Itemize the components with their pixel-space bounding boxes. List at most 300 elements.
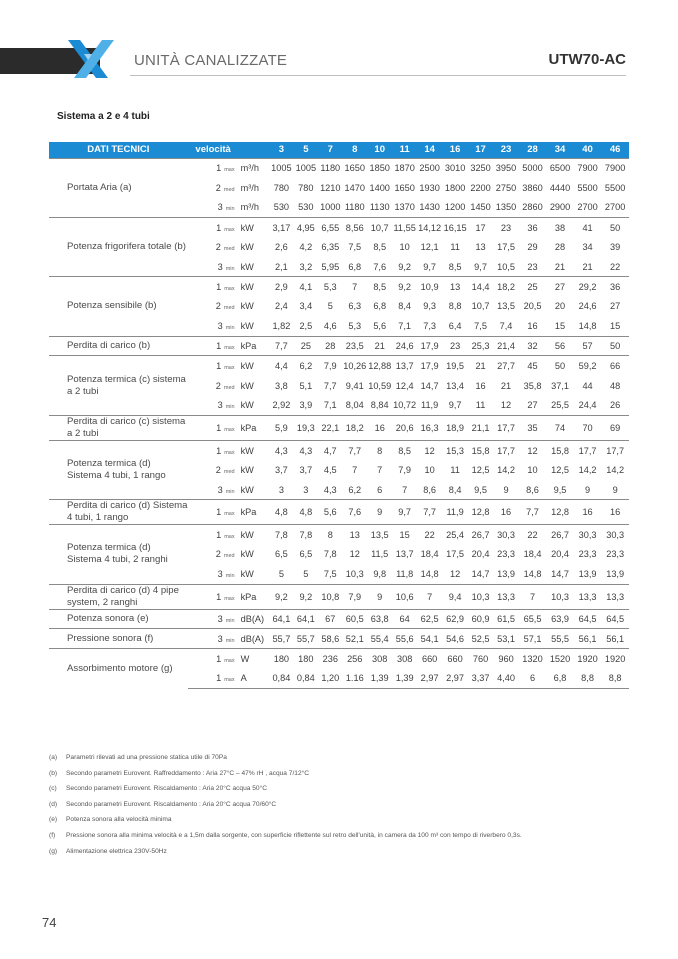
value-cell: 12,8 <box>468 500 493 525</box>
speed-number: 1 <box>216 507 222 518</box>
value-cell: 7900 <box>574 158 602 178</box>
value-cell: 4,95 <box>294 217 318 237</box>
value-cell: 2,1 <box>274 261 288 272</box>
value-cell: 1,39 <box>367 669 392 689</box>
value-cell: 8,04 <box>345 400 364 411</box>
value-cell: 13,3 <box>493 584 518 609</box>
value-cell: 1920 <box>601 649 629 669</box>
unit-cell: W <box>239 649 270 669</box>
value-cell: 660 <box>442 649 467 669</box>
value-cell: 14,8 <box>578 321 597 332</box>
value-cell: 308 <box>367 649 392 669</box>
col-header: 3 <box>278 144 285 156</box>
value-cell: 18,2 <box>493 277 518 297</box>
value-cell: 1470 <box>344 182 365 193</box>
value-cell: 7 <box>519 584 547 609</box>
value-cell: 1.16 <box>343 669 367 689</box>
value-cell: 4,6 <box>323 321 337 332</box>
speed-level <box>188 649 239 669</box>
value-cell: 4,3 <box>323 484 337 495</box>
parameter-label: Potenza sonora (e) <box>49 609 188 629</box>
value-cell: 21 <box>582 261 593 272</box>
value-cell: 10,3 <box>468 584 493 609</box>
speed-level <box>188 480 239 500</box>
speed-number: 1 <box>216 222 222 233</box>
col-header: 46 <box>609 144 621 156</box>
value-cell: 256 <box>343 649 367 669</box>
value-cell: 28 <box>318 336 342 356</box>
value-cell: 8,4 <box>398 301 412 312</box>
value-cell: 6,8 <box>373 301 387 312</box>
value-cell: 1130 <box>369 202 390 213</box>
value-cell: 12 <box>349 549 360 560</box>
value-cell: 13,3 <box>574 584 602 609</box>
table-row <box>49 356 629 376</box>
value-cell: 0,84 <box>294 669 318 689</box>
speed-suffix: max <box>224 533 235 540</box>
value-cell: 180 <box>269 649 293 669</box>
table-row <box>49 629 629 649</box>
value-cell: 7900 <box>601 158 629 178</box>
footnote <box>49 766 629 782</box>
value-cell: 5,6 <box>373 321 387 332</box>
value-cell: 7 <box>417 584 442 609</box>
value-cell: 13,5 <box>497 301 515 312</box>
col-header: 34 <box>554 144 566 156</box>
parameter-label: Perdita di carico (d) 4 pipe system, 2 ranghi <box>49 584 188 609</box>
value-cell: 1,82 <box>272 321 291 332</box>
footnote <box>49 797 629 813</box>
unit-cell: kPa <box>239 336 270 356</box>
value-cell: 3,9 <box>299 400 313 411</box>
value-cell: 3,7 <box>299 465 313 476</box>
parameter-label: Potenza termica (d) Sistema 4 tubi, 2 ranghi <box>49 525 188 584</box>
value-cell: 20,4 <box>471 549 490 560</box>
value-cell: 17 <box>468 217 493 237</box>
value-cell: 45 <box>519 356 547 376</box>
footnote-key: (g) <box>49 847 58 855</box>
value-cell: 6,35 <box>321 242 340 253</box>
speed-number: 1 <box>216 361 222 372</box>
value-cell: 14,4 <box>468 277 493 297</box>
speed-suffix: max <box>224 595 235 602</box>
value-cell: 8,5 <box>367 277 392 297</box>
value-cell: 36 <box>601 277 629 297</box>
value-cell: 16 <box>475 380 486 391</box>
value-cell: 2860 <box>522 202 543 213</box>
value-cell: 23,5 <box>343 336 367 356</box>
value-cell: 22,1 <box>318 415 342 440</box>
value-cell: 3,4 <box>299 301 313 312</box>
value-cell: 6 <box>377 484 383 495</box>
value-cell: 9,7 <box>474 261 487 272</box>
value-cell: 1430 <box>419 202 440 213</box>
value-cell: 2200 <box>470 182 491 193</box>
value-cell: 63,8 <box>367 609 392 629</box>
speed-level <box>188 396 239 416</box>
value-cell: 7,9 <box>398 465 412 476</box>
value-cell: 13 <box>442 277 467 297</box>
value-cell: 16 <box>493 500 518 525</box>
value-cell: 11 <box>450 242 460 253</box>
value-cell: 29 <box>527 242 538 253</box>
value-cell: 1180 <box>318 158 342 178</box>
value-cell: 1000 <box>320 202 341 213</box>
value-cell: 236 <box>318 649 342 669</box>
speed-suffix: min <box>225 637 235 644</box>
value-cell: 8,4 <box>448 484 462 495</box>
value-cell: 10,8 <box>318 584 342 609</box>
value-cell: 3,7 <box>274 465 288 476</box>
value-cell: 56,1 <box>601 629 629 649</box>
speed-level <box>188 500 239 525</box>
parameter-label: Perdita di carico (c) sistema a 2 tubi <box>49 415 188 440</box>
value-cell: 6,2 <box>294 356 318 376</box>
value-cell: 760 <box>468 649 493 669</box>
value-cell: 23 <box>527 261 538 272</box>
value-cell: 15 <box>610 321 621 332</box>
value-cell: 9,2 <box>392 277 416 297</box>
unit-cell: kW <box>240 242 254 253</box>
speed-level <box>188 669 239 689</box>
value-cell: 18,9 <box>442 415 467 440</box>
value-cell: 50 <box>546 356 574 376</box>
col-header: 10 <box>374 144 385 156</box>
speed-level <box>188 460 239 480</box>
value-cell: 1870 <box>392 158 416 178</box>
value-cell: 2,97 <box>417 669 442 689</box>
speed-number: 1 <box>216 341 222 352</box>
value-cell: 2750 <box>495 182 517 193</box>
value-cell: 26,7 <box>468 525 493 545</box>
value-cell: 58,6 <box>318 629 342 649</box>
value-cell: 14,8 <box>420 568 439 579</box>
value-cell: 16 <box>527 321 538 332</box>
value-cell: 9,8 <box>373 568 387 579</box>
speed-suffix: max <box>224 345 235 352</box>
col-header: 40 <box>582 144 593 156</box>
value-cell: 17,9 <box>417 336 442 356</box>
category-title: UNITÀ CANALIZZATE <box>134 52 288 69</box>
speed-level <box>188 297 239 317</box>
speed-level <box>188 564 239 584</box>
value-cell: 24,4 <box>578 400 597 411</box>
value-cell: 21 <box>468 356 493 376</box>
value-cell: 53,1 <box>493 629 518 649</box>
value-cell: 780 <box>298 182 314 193</box>
unit-cell: kW <box>240 380 254 391</box>
speed-number: 1 <box>216 591 222 602</box>
value-cell: 66 <box>601 356 629 376</box>
value-cell: 1800 <box>444 182 466 193</box>
value-cell: 56 <box>546 336 574 356</box>
value-cell: 11,9 <box>421 400 439 411</box>
value-cell: 12,4 <box>395 380 414 391</box>
value-cell: 4,8 <box>294 500 318 525</box>
value-cell: 15 <box>554 321 566 332</box>
value-cell: 9,7 <box>448 400 462 411</box>
value-cell: 55,7 <box>269 629 293 649</box>
col-header: 7 <box>327 144 333 156</box>
footnote-text: Secondo parametri Eurovent. Raffreddamento : Aria 27°C – 47% rH , acqua 7/12°C <box>66 769 310 777</box>
value-cell: 12 <box>417 440 442 460</box>
value-cell: 5 <box>327 301 333 312</box>
value-cell: 21 <box>554 261 566 272</box>
value-cell: 13 <box>475 242 486 253</box>
value-cell: 12,5 <box>551 465 569 476</box>
speed-level <box>188 336 239 356</box>
value-cell: 9,5 <box>474 484 487 495</box>
value-cell: 8 <box>318 525 342 545</box>
parameter-label: Perdita di carico (d) Sistema 4 tubi, 1 rango <box>49 500 188 525</box>
speed-number: 1 <box>216 445 222 456</box>
unit-cell: kPa <box>239 415 270 440</box>
speed-suffix: med <box>223 186 235 193</box>
value-cell: 3010 <box>442 158 467 178</box>
value-cell: 37,1 <box>551 380 569 391</box>
col-header: 23 <box>500 144 512 156</box>
model-name: UTW70-AC <box>548 51 626 68</box>
value-cell: 15,8 <box>468 440 493 460</box>
value-cell: 2,6 <box>274 242 288 253</box>
unit-cell: kW <box>239 525 270 545</box>
value-cell: 55,4 <box>367 629 392 649</box>
value-cell: 1320 <box>519 649 547 669</box>
value-cell: 5,6 <box>318 500 342 525</box>
value-cell: 10,59 <box>368 380 392 391</box>
value-cell: 2,5 <box>299 321 313 332</box>
value-cell: 60,9 <box>468 609 493 629</box>
speed-suffix: max <box>224 511 235 518</box>
value-cell: 9,3 <box>423 301 437 312</box>
value-cell: 1650 <box>394 182 415 193</box>
speed-level <box>188 277 239 297</box>
unit-cell: A <box>239 669 270 689</box>
value-cell: 25 <box>294 336 318 356</box>
speed-suffix: max <box>224 449 235 456</box>
value-cell: 3,8 <box>274 380 288 391</box>
value-cell: 7,9 <box>343 584 367 609</box>
value-cell: 9 <box>367 584 392 609</box>
value-cell: 7,3 <box>423 321 437 332</box>
value-cell: 13,3 <box>601 584 629 609</box>
value-cell: 24,6 <box>392 336 416 356</box>
value-cell: 3,17 <box>269 217 293 237</box>
value-cell: 10,6 <box>392 584 416 609</box>
value-cell: 59,2 <box>574 356 602 376</box>
value-cell: 9,2 <box>269 584 293 609</box>
value-cell: 10,7 <box>471 301 490 312</box>
footnotes <box>49 750 629 859</box>
value-cell: 5 <box>303 568 309 579</box>
value-cell: 39 <box>610 242 621 253</box>
speed-level <box>188 316 239 336</box>
value-cell: 780 <box>273 182 290 193</box>
value-cell: 5,9 <box>269 415 293 440</box>
value-cell: 1400 <box>369 182 390 193</box>
value-cell: 2,4 <box>274 301 288 312</box>
value-cell: 8,6 <box>423 484 437 495</box>
speed-number: 2 <box>215 465 221 476</box>
speed-number: 3 <box>217 484 223 495</box>
parameter-label: Perdita di carico (b) <box>49 336 188 356</box>
parameter-label: Potenza termica (c) sistema a 2 tubi <box>49 356 188 415</box>
speed-number: 3 <box>217 321 223 332</box>
value-cell: 57 <box>574 336 602 356</box>
value-cell: 64,5 <box>601 609 629 629</box>
value-cell: 21 <box>367 336 392 356</box>
speed-suffix: min <box>225 488 235 495</box>
value-cell: 180 <box>294 649 318 669</box>
speed-suffix: med <box>223 469 235 476</box>
value-cell: 30,3 <box>574 525 602 545</box>
value-cell: 17,5 <box>446 549 465 560</box>
value-cell: 23 <box>442 336 467 356</box>
value-cell: 7,7 <box>519 500 547 525</box>
col-header: 8 <box>352 144 358 156</box>
unit-cell: m³/h <box>240 182 259 193</box>
table-row <box>49 415 629 440</box>
speed-number: 2 <box>215 380 221 391</box>
value-cell: 35,8 <box>523 380 542 391</box>
value-cell: 23,3 <box>606 549 625 560</box>
speed-number: 2 <box>215 301 221 312</box>
value-cell: 7,9 <box>318 356 342 376</box>
speed-number: 3 <box>217 400 223 411</box>
speed-suffix: max <box>224 677 235 684</box>
value-cell: 5,95 <box>321 261 340 272</box>
speed-suffix: max <box>224 285 235 292</box>
unit-cell: m³/h <box>240 202 259 213</box>
value-cell: 52,5 <box>468 629 493 649</box>
speed-suffix: min <box>225 404 235 411</box>
tech-data-table <box>49 142 629 689</box>
value-cell: 12,1 <box>420 242 439 253</box>
footnote-key: (d) <box>49 800 58 808</box>
table-row <box>49 584 629 609</box>
value-cell: 10,7 <box>367 217 392 237</box>
value-cell: 7,1 <box>398 321 412 332</box>
value-cell: 34 <box>582 242 593 253</box>
speed-suffix: max <box>224 226 235 233</box>
value-cell: 3 <box>278 484 284 495</box>
parameter-label: Pressione sonora (f) <box>49 629 188 649</box>
value-cell: 2,9 <box>269 277 293 297</box>
value-cell: 1520 <box>546 649 574 669</box>
value-cell: 15 <box>392 525 416 545</box>
value-cell: 22 <box>610 261 621 272</box>
value-cell: 15,8 <box>546 440 574 460</box>
speed-level <box>188 629 239 649</box>
value-cell: 4,3 <box>269 440 293 460</box>
value-cell: 6500 <box>546 158 574 178</box>
value-cell: 23 <box>493 217 518 237</box>
value-cell: 74 <box>546 415 574 440</box>
table-row <box>49 649 629 669</box>
table-row <box>49 500 629 525</box>
speed-level <box>188 217 239 237</box>
value-cell: 20,6 <box>392 415 416 440</box>
value-cell: 1920 <box>574 649 602 669</box>
value-cell: 57,1 <box>519 629 547 649</box>
value-cell: 5500 <box>577 182 598 193</box>
unit-cell: m³/h <box>239 158 270 178</box>
value-cell: 1005 <box>269 158 293 178</box>
speed-number: 1 <box>216 163 222 174</box>
value-cell: 3950 <box>493 158 518 178</box>
footnote-key: (b) <box>49 769 58 777</box>
value-cell: 3 <box>303 484 309 495</box>
value-cell: 7 <box>402 484 408 495</box>
value-cell: 6 <box>519 669 547 689</box>
speed-suffix: min <box>225 265 235 272</box>
value-cell: 18,2 <box>343 415 367 440</box>
value-cell: 25,4 <box>442 525 467 545</box>
value-cell: 6,5 <box>299 549 313 560</box>
unit-cell: kW <box>240 261 254 272</box>
value-cell: 54,1 <box>417 629 442 649</box>
footnote-key: (c) <box>49 785 57 793</box>
page-header <box>0 38 678 84</box>
value-cell: 17,5 <box>497 242 515 253</box>
table-row <box>49 158 629 178</box>
value-cell: 5500 <box>604 182 626 193</box>
value-cell: 64 <box>392 609 416 629</box>
value-cell: 50 <box>601 336 629 356</box>
speed-number: 1 <box>216 281 222 292</box>
unit-cell: kW <box>240 400 254 411</box>
value-cell: 8,56 <box>343 217 367 237</box>
value-cell: 32 <box>519 336 547 356</box>
value-cell: 8,8 <box>574 669 602 689</box>
value-cell: 8,5 <box>392 440 416 460</box>
footnote-text: Parametri rilevati ad una pressione statica utile di 70Pa <box>66 754 227 761</box>
value-cell: 16 <box>574 500 602 525</box>
value-cell: 7 <box>377 465 383 476</box>
value-cell: 54,6 <box>442 629 467 649</box>
value-cell: 11,55 <box>392 217 416 237</box>
value-cell: 7 <box>343 277 367 297</box>
footnote-key: (f) <box>49 831 56 839</box>
section-title: Sistema a 2 e 4 tubi <box>57 111 150 122</box>
value-cell: 10,3 <box>546 584 574 609</box>
value-cell: 10 <box>399 242 410 253</box>
table-row <box>49 277 629 297</box>
value-cell: 7,6 <box>343 500 367 525</box>
value-cell: 26 <box>610 400 621 411</box>
value-cell: 1370 <box>394 202 415 213</box>
value-cell: 7,8 <box>269 525 293 545</box>
value-cell: 12,88 <box>367 356 392 376</box>
value-cell: 44 <box>582 380 593 391</box>
value-cell: 13,7 <box>395 549 414 560</box>
value-cell: 7,1 <box>323 400 337 411</box>
speed-number: 3 <box>217 614 223 625</box>
value-cell: 13,7 <box>392 356 416 376</box>
value-cell: 7,7 <box>417 500 442 525</box>
value-cell: 6,5 <box>274 549 288 560</box>
speed-level <box>188 440 239 460</box>
value-cell: 0,84 <box>269 669 293 689</box>
table-row <box>49 525 629 545</box>
value-cell: 22 <box>519 525 547 545</box>
footnote-text: Secondo parametri Eurovent. Riscaldamento : Aria 20°C acqua 70/60°C <box>66 800 277 808</box>
page-number: 74 <box>42 915 57 930</box>
speed-number: 2 <box>215 242 221 253</box>
header-unit <box>239 142 270 158</box>
value-cell: 4,40 <box>493 669 518 689</box>
value-cell: 55,5 <box>546 629 574 649</box>
